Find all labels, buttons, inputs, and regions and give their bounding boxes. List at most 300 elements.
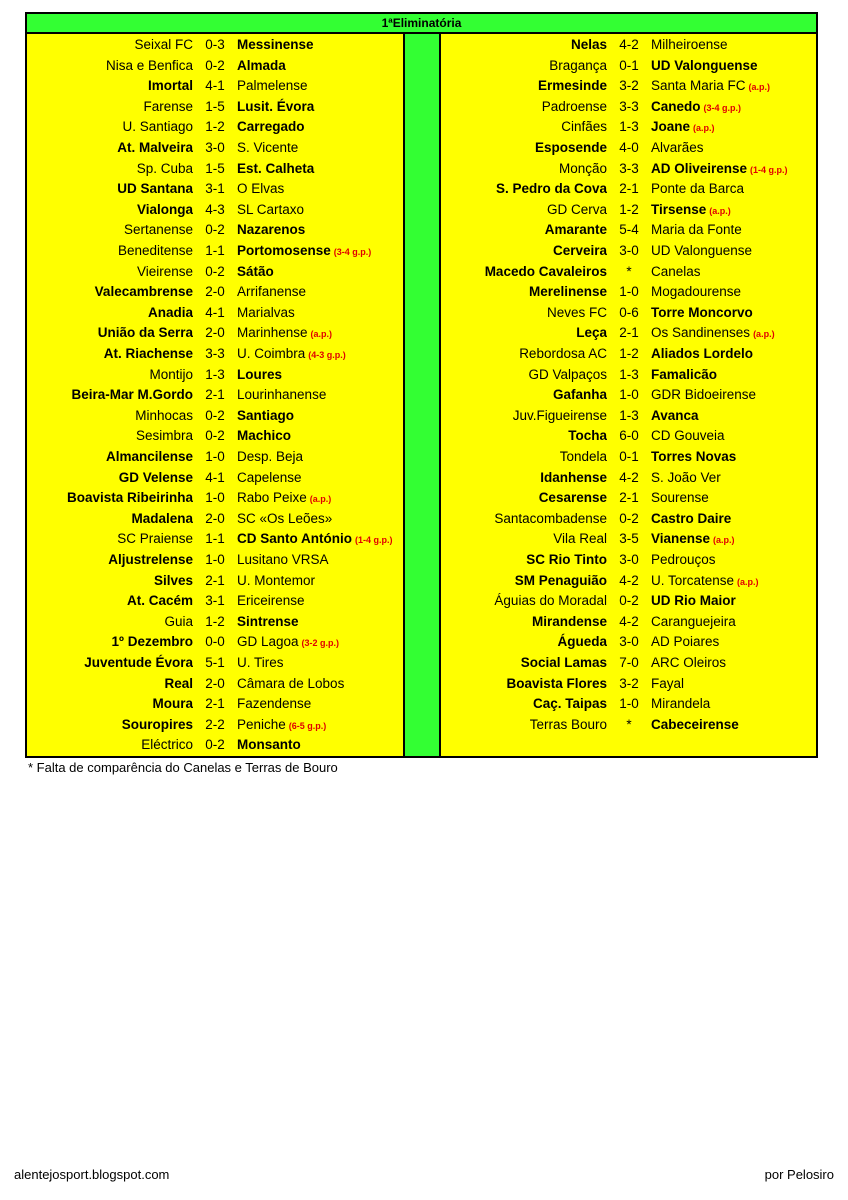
match-row [441,529,816,550]
away-team-cell [651,632,817,653]
away-team-cell [237,447,403,468]
match-score: 5-1 [205,655,225,670]
away-team: Pedrouços [651,552,716,567]
home-team: Cinfães [561,119,607,135]
match-score: 2-1 [619,490,639,506]
home-team: Montijo [149,366,193,382]
match-score: 4-2 [619,469,639,485]
home-team: Cesarense [538,490,607,506]
away-team: Portomosense [237,243,331,258]
away-team: Milheiroense [651,37,728,52]
away-team-cell [237,365,403,386]
away-team: Desp. Beja [237,449,304,464]
away-team-cell [237,715,403,737]
away-team-cell [651,509,817,530]
match-row [441,159,816,180]
away-team: Torres Novas [651,449,737,464]
match-score: * [626,716,632,732]
match-score: 1-3 [619,119,639,135]
match-score: 1-0 [205,490,225,506]
away-team: UD Valonguense [651,57,758,73]
match-score: 3-2 [619,675,639,691]
home-team: GD Velense [118,469,193,485]
away-team: Lusit. Évora [237,98,315,114]
match-row [27,591,403,612]
away-team: Almada [237,57,286,73]
home-team: Seixal FC [134,37,193,52]
away-team-cell [651,529,817,551]
match-score: 0-0 [205,634,225,650]
away-team-cell [237,241,403,263]
home-team: Gafanha [552,387,607,403]
match-row [27,447,403,468]
match-score: 4-3 [205,201,225,217]
away-team-cell [237,56,403,77]
away-team-cell [651,138,817,159]
match-row [441,385,816,406]
match-row [441,571,816,592]
away-team-cell [237,35,403,56]
home-team: Amarante [544,222,607,238]
match-row [27,468,403,489]
match-note: (4-3 g.p.) [308,350,346,360]
match-row [27,179,403,200]
away-team: U. Coimbra [237,346,306,361]
match-score: 3-3 [619,98,639,114]
match-score: 1-2 [619,346,639,361]
match-score: 3-0 [619,552,639,567]
away-team-cell [651,179,817,200]
home-team: Rebordosa AC [519,346,607,361]
match-row [441,426,816,447]
home-team: Juventude Évora [84,655,193,670]
match-row [441,179,816,200]
match-note: (3-2 g.p.) [301,638,340,649]
match-row [441,35,816,56]
home-team: Padroense [541,98,607,114]
match-note: (a.p.) [310,329,333,340]
match-score: 2-1 [205,572,225,588]
match-row [441,117,816,138]
match-row [27,138,403,159]
away-team: Marinhense [237,325,308,341]
match-row [441,262,816,283]
away-team-cell [237,529,403,551]
away-team: Mirandela [651,696,711,712]
away-team-cell [651,159,817,181]
away-team-cell [237,674,403,695]
home-team: Idanhense [540,469,607,485]
home-team: Silves [153,572,193,588]
home-team: 1º Dezembro [111,634,193,650]
match-row [441,56,816,77]
away-team-cell [651,303,817,324]
match-score: 3-3 [619,160,639,176]
home-team: Imortal [147,78,193,94]
home-team: Esposende [534,140,607,155]
away-team-cell [237,426,403,447]
away-team: Canelas [651,263,701,279]
match-row [441,241,816,262]
match-row [27,715,403,736]
home-team: At. Malveira [117,140,193,155]
away-team-cell [237,488,403,510]
away-team: Fazendense [237,696,312,712]
away-team: Vianense [651,531,711,547]
away-team: S. João Ver [651,469,721,485]
away-team-cell [237,303,403,324]
away-team-cell [237,385,403,406]
footnote: * Falta de comparência do Canelas e Terras de Bouro [28,760,338,775]
match-score: 4-1 [205,469,225,485]
away-team: Nazarenos [237,222,306,238]
match-row [27,117,403,138]
match-score: 1-2 [205,119,225,135]
match-row [441,632,816,653]
home-team: Real [164,675,193,691]
away-team-cell [651,323,817,345]
away-team: Palmelense [237,78,308,94]
away-team-cell [237,138,403,159]
match-row [27,406,403,427]
home-team: Ermesinde [537,78,607,94]
match-row [441,653,816,674]
match-score: 0-1 [619,57,639,73]
match-row [27,241,403,262]
away-team-cell [651,447,817,468]
away-team: Sintrense [237,613,299,629]
match-score: 3-0 [619,634,639,650]
home-team: Social Lamas [520,655,607,670]
match-score: 4-1 [205,304,225,320]
home-team: Neves FC [546,304,607,320]
match-row [27,488,403,509]
home-team: Eléctrico [141,737,193,753]
away-team: Canedo [651,98,701,114]
away-team: Ponte da Barca [651,181,745,197]
match-score: 1-3 [619,366,639,382]
author-credit: por Pelosiro [764,1167,834,1182]
home-team: Macedo Cavaleiros [484,263,607,279]
away-team: CD Santo António [237,531,352,547]
home-team: Vialonga [136,201,193,217]
match-score: 2-1 [205,387,225,403]
match-row [441,468,816,489]
home-team: Sesimbra [135,428,193,444]
away-team-cell [651,76,817,98]
away-team-cell [237,344,403,366]
match-score: 3-0 [205,140,225,155]
match-row [27,735,403,756]
away-team-cell [651,117,817,139]
match-score: 0-2 [205,407,225,423]
home-team: Tondela [559,449,607,464]
home-team: Valecambrense [94,284,193,300]
match-row [441,612,816,633]
match-score: 1-0 [619,696,639,712]
away-team: AD Oliveirense [651,160,748,176]
away-team: GD Lagoa [237,634,299,650]
away-team-cell [237,735,403,756]
match-score: 0-2 [205,263,225,279]
away-team: Machico [237,428,292,444]
match-score: 0-2 [619,593,639,609]
away-team-cell [237,159,403,180]
match-score: 3-3 [205,346,225,361]
match-score: 1-2 [205,613,225,629]
away-team-cell [651,488,817,509]
match-note: (a.p.) [713,535,735,546]
match-score: 6-0 [619,428,639,444]
away-team: Monsanto [237,737,301,753]
home-team: Leça [576,325,607,341]
match-score: * [626,263,632,279]
match-score: 2-0 [205,325,225,341]
away-team: Est. Calheta [237,160,315,176]
away-team-cell [237,220,403,241]
match-score: 3-2 [619,78,639,94]
away-team-cell [651,241,817,262]
home-team: Monção [558,160,607,176]
home-team: Beneditense [117,243,193,258]
home-team: Anadia [147,304,193,320]
match-score: 1-5 [205,98,225,114]
home-team: Nisa e Benfica [105,57,193,73]
home-team: Nelas [570,37,607,52]
away-team-cell [651,550,817,571]
away-team-cell [237,571,403,592]
match-row [441,447,816,468]
away-team-cell [651,406,817,427]
match-score: 1-0 [619,284,639,300]
match-score: 1-3 [619,407,639,423]
match-row [441,220,816,241]
away-team-cell [237,76,403,97]
match-note: (a.p.) [309,494,332,505]
away-team-cell [651,365,817,386]
away-team: Capelense [237,469,302,485]
away-team: Lourinhanense [237,387,327,403]
away-team: SC «Os Leões» [237,510,333,526]
match-score: 1-5 [205,160,225,176]
match-row [27,97,403,118]
away-team: Loures [237,366,283,382]
match-score: 3-1 [205,593,225,609]
away-team-cell [237,509,403,530]
match-row [441,323,816,344]
away-team-cell [651,426,817,447]
match-note: (a.p.) [737,576,759,587]
home-team: Boavista Flores [506,675,607,691]
match-score: 1-0 [205,552,225,567]
match-score: 0-2 [619,510,639,526]
match-score: 2-0 [205,675,225,691]
home-team: U. Santiago [122,119,193,135]
away-team-cell [237,179,403,200]
match-row [27,303,403,324]
home-team: Bragança [549,57,607,73]
match-note: (6-5 g.p.) [288,720,327,731]
away-team: U. Tires [237,655,284,670]
home-team: Beira-Mar M.Gordo [71,387,193,403]
match-note: (a.p.) [693,123,715,134]
home-team: GD Valpaços [528,366,607,382]
match-row [27,56,403,77]
home-team: Merelinense [528,284,607,300]
match-score: 2-2 [205,716,225,732]
match-score: 4-1 [205,78,225,94]
home-team: Minhocas [135,407,193,423]
match-row [27,571,403,592]
away-team: Aliados Lordelo [651,346,754,361]
match-row [441,674,816,695]
match-row [27,550,403,571]
match-score: 7-0 [619,655,639,670]
match-note: (a.p.) [753,329,775,340]
match-score: 4-2 [619,572,639,588]
match-row [441,406,816,427]
match-row [441,344,816,365]
match-note: (1-4 g.p.) [750,164,788,175]
match-row [27,653,403,674]
home-team: Sertanense [123,222,193,238]
away-team-cell [651,385,817,406]
away-team-cell [651,715,817,736]
match-row [27,323,403,344]
match-row [27,529,403,550]
home-team: At. Cacém [126,593,193,609]
match-row [441,303,816,324]
away-team-cell [651,220,817,241]
match-note: (a.p.) [748,82,771,93]
away-team-cell [237,200,403,221]
match-score: 1-2 [619,201,639,217]
away-team-cell [237,694,403,715]
away-team-cell [651,468,817,489]
away-team: Peniche [237,716,286,732]
match-note: (3-4 g.p.) [333,247,372,257]
away-team-cell [651,612,817,633]
match-score: 1-1 [205,531,225,547]
home-team: Vila Real [553,531,607,547]
home-team: Souropires [121,716,193,732]
home-team: SC Praiense [117,531,193,547]
match-score: 0-1 [619,449,639,464]
away-team: Mogadourense [651,284,742,300]
home-team: Caç. Taipas [532,696,607,712]
home-team: Almancilense [105,449,193,464]
away-team: Alvarães [651,140,704,155]
home-team: Águias do Moradal [494,593,607,609]
home-team: Sp. Cuba [136,160,193,176]
results-table [25,12,818,758]
match-row [27,220,403,241]
away-team: Fayal [651,675,685,691]
match-score: 1-0 [619,387,639,403]
away-team-cell [651,571,817,593]
match-row [27,632,403,653]
away-team-cell [651,653,817,674]
match-score: 3-1 [205,181,225,197]
match-row [441,76,816,97]
away-team: Marialvas [237,304,295,320]
away-team: Santa Maria FC [651,78,746,94]
round-title: 1ªEliminatória [27,14,816,34]
away-team: Câmara de Lobos [237,675,345,691]
away-team-cell [237,323,403,345]
away-team: GDR Bidoeirense [651,387,757,403]
home-team: Terras Bouro [529,716,607,732]
match-row [441,138,816,159]
away-team-cell [651,35,817,56]
away-team: Cabeceirense [651,716,739,732]
away-team: Joane [651,119,691,135]
away-team: UD Valonguense [651,243,753,258]
left-results-panel [27,34,405,756]
away-team-cell [651,56,817,77]
match-row [27,76,403,97]
home-team: Águeda [557,634,607,650]
match-score: 4-2 [619,37,639,52]
away-team-cell [237,117,403,138]
away-team: Sourense [651,490,709,506]
match-score: 2-1 [619,181,639,197]
away-team: Os Sandinenses [651,325,751,341]
match-score: 3-0 [619,243,639,258]
away-team-cell [651,200,817,222]
match-score: 2-0 [205,284,225,300]
match-score: 5-4 [619,222,639,238]
match-score: 0-3 [205,37,225,52]
match-score: 2-1 [619,325,639,341]
away-team: U. Torcatense [651,572,735,588]
away-team: Torre Moncorvo [651,304,753,320]
match-score: 1-3 [205,366,225,382]
home-team: Mirandense [531,613,607,629]
away-team: O Elvas [237,181,285,197]
away-team: Caranguejeira [651,613,736,629]
site-url: alentejosport.blogspot.com [14,1167,170,1182]
match-row [27,200,403,221]
match-row [441,591,816,612]
home-team: Moura [152,696,193,712]
away-team-cell [237,468,403,489]
away-team: UD Rio Maior [651,593,736,609]
match-row [27,674,403,695]
match-row [441,282,816,303]
match-score: 0-2 [205,737,225,753]
home-team: Tocha [568,428,607,444]
match-row [441,365,816,386]
away-team: Santiago [237,407,295,423]
away-team: Avanca [651,407,699,423]
away-team: CD Gouveia [651,428,725,444]
away-team-cell [237,282,403,303]
away-team: Maria da Fonte [651,222,742,238]
right-results-panel [439,34,816,756]
match-score: 1-0 [205,449,225,464]
home-team: Cerveira [552,243,607,258]
home-team: S. Pedro da Cova [495,181,607,197]
match-row [27,344,403,365]
home-team: At. Riachense [103,346,193,361]
home-team: Aljustrelense [108,552,193,567]
away-team: Ericeirense [237,593,305,609]
away-team-cell [237,97,403,118]
match-row [27,365,403,386]
home-team: Juv.Figueirense [512,407,607,423]
match-score: 0-6 [619,304,639,320]
